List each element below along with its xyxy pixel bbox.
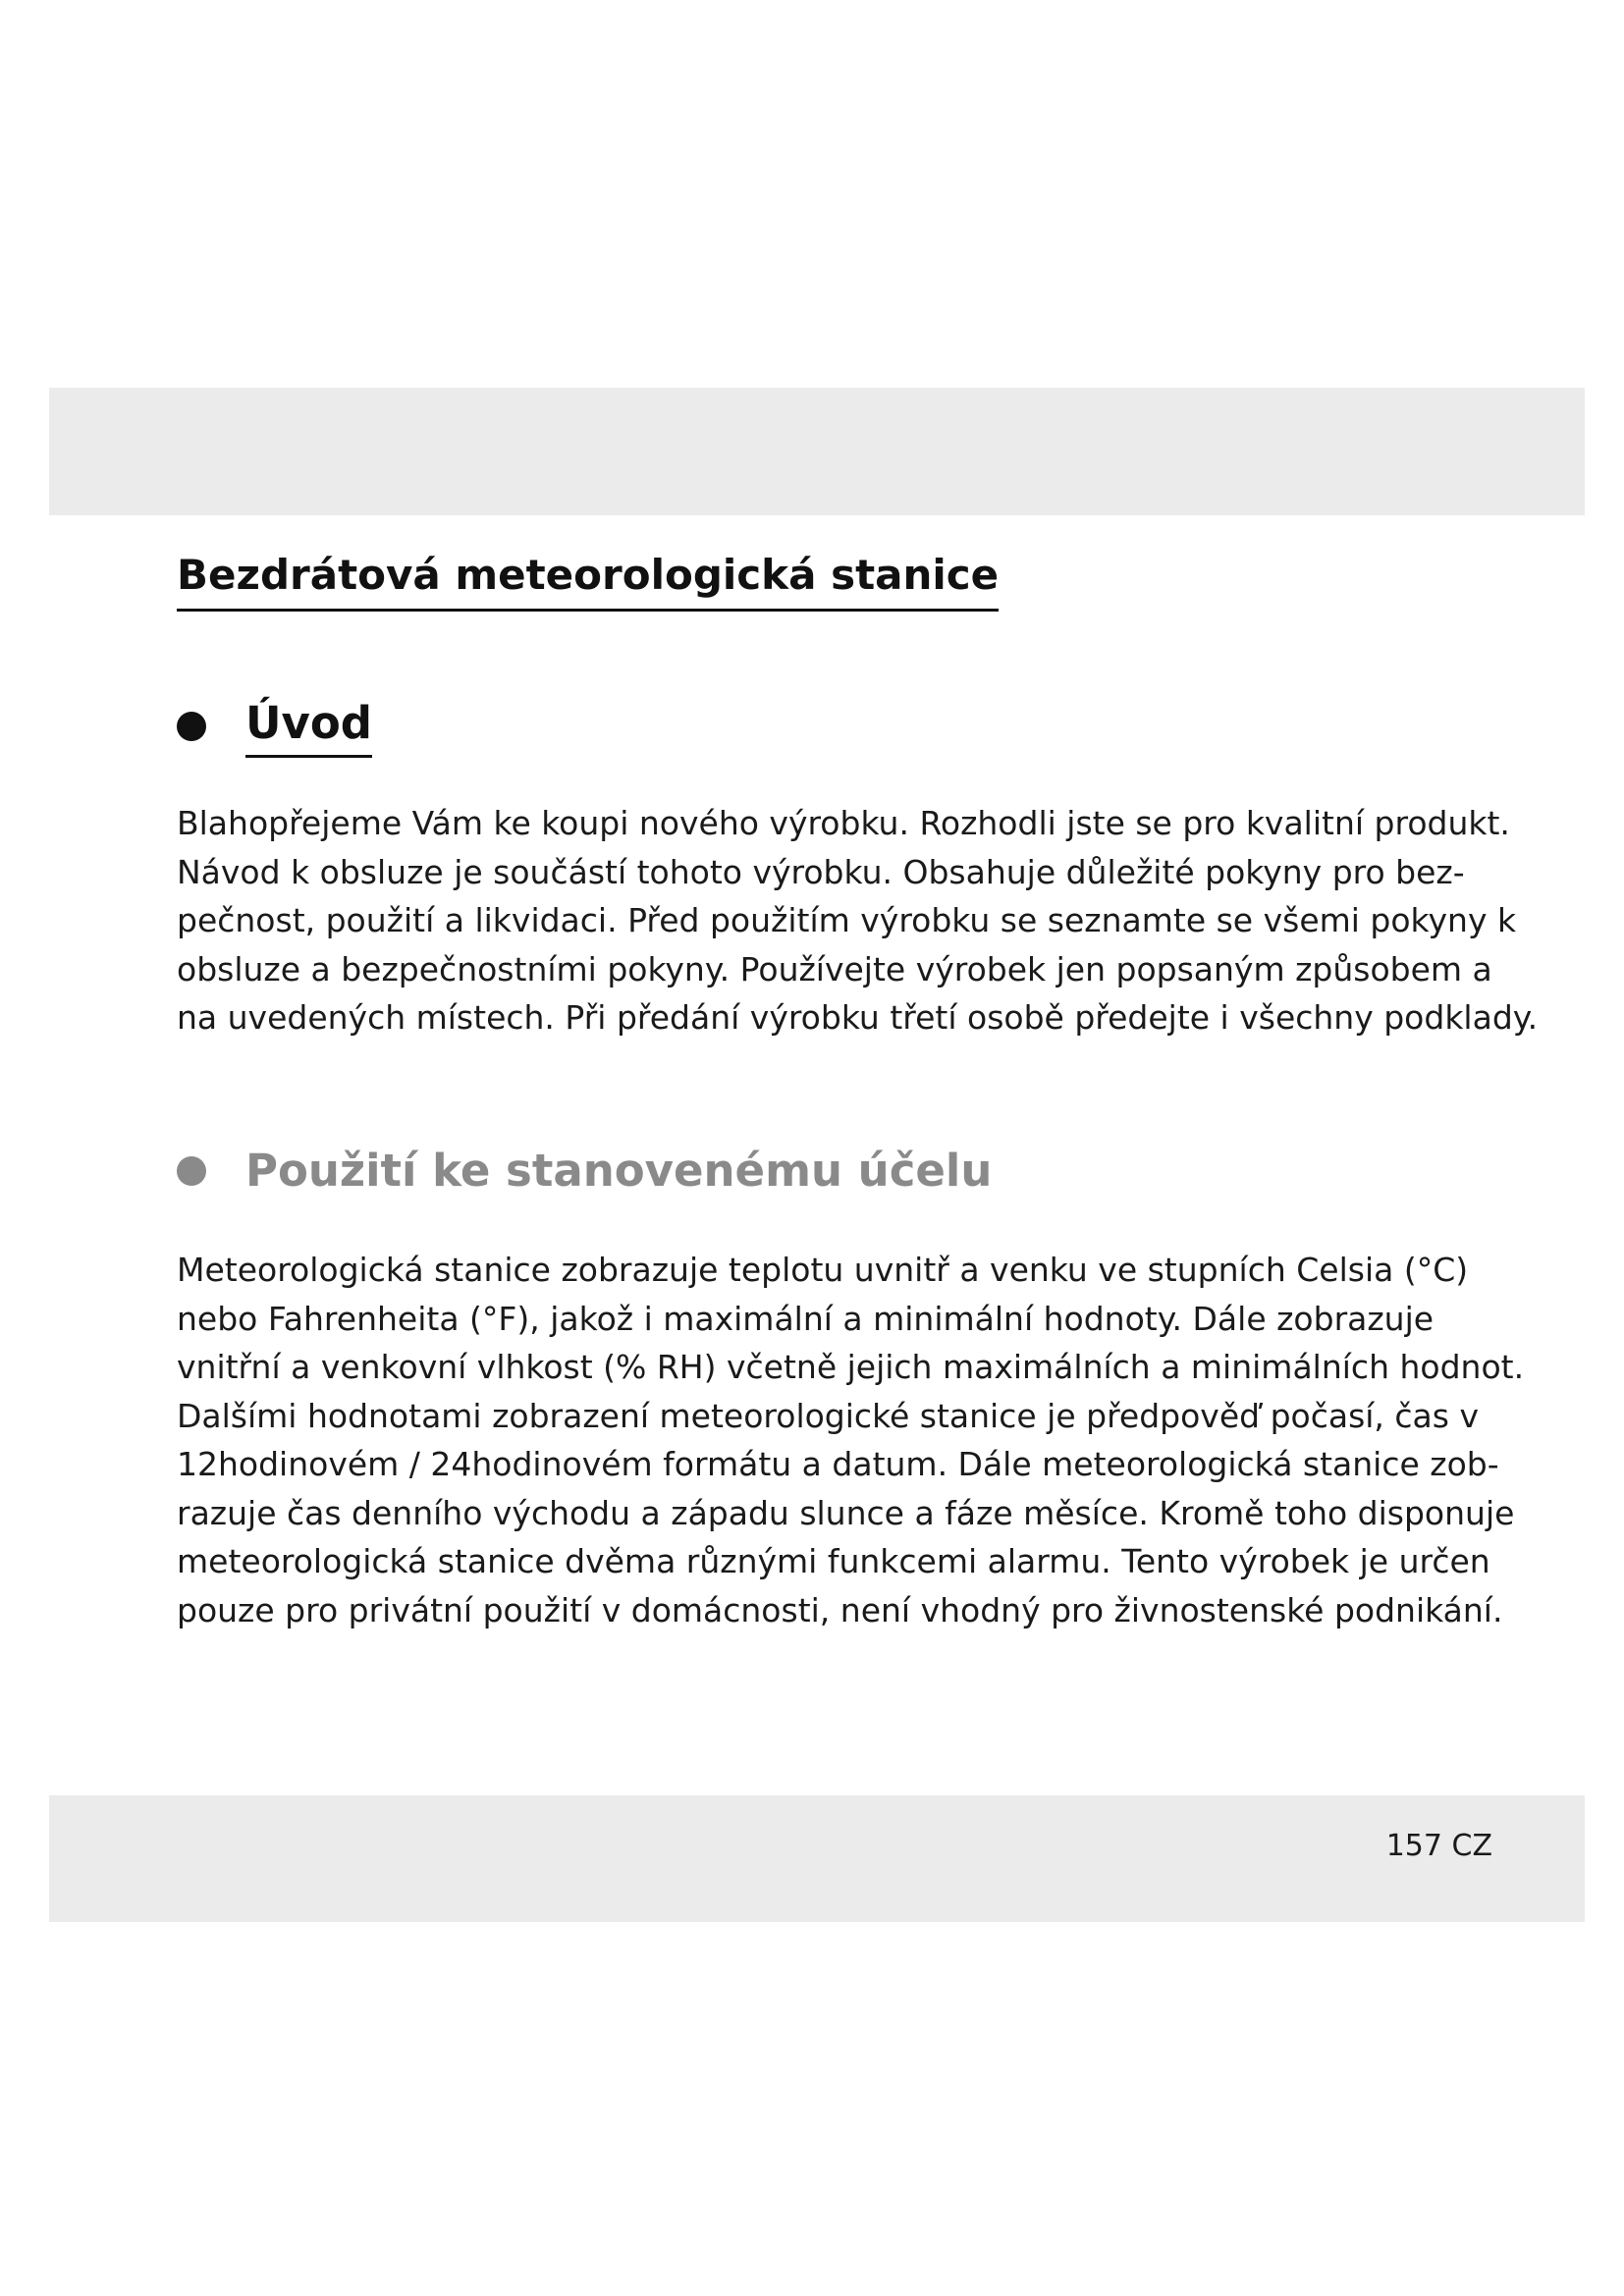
page-number: 157 CZ bbox=[1385, 1829, 1492, 1863]
header-band bbox=[49, 388, 1585, 515]
paragraph-line: pouze pro privátní použití v domácnosti, není vhodný pro živnostenské podnikání. bbox=[177, 1590, 1503, 1629]
bullet-icon bbox=[177, 1156, 206, 1186]
paragraph-line: Dalšími hodnotami zobrazení meteorologické stanice je předpověď počasí, čas v bbox=[177, 1396, 1479, 1435]
paragraph-line: vnitřní a venkovní vlhkost (% RH) včetně jejich maximálních a minimálních hodnot. bbox=[177, 1348, 1525, 1386]
bullet-icon bbox=[177, 712, 206, 741]
paragraph-line: meteorologická stanice dvěma různými funkcemi alarmu. Tento výrobek je určen bbox=[177, 1542, 1490, 1580]
paragraph-line: 12hodinovém / 24hodinovém formátu a datum. Dále meteorologická stanice zob- bbox=[177, 1445, 1499, 1483]
section-heading-intended-use bbox=[177, 1142, 992, 1201]
paragraph-line: Meteorologická stanice zobrazuje teplotu uvnitř a venku ve stupních Celsia (°C) bbox=[177, 1251, 1469, 1289]
section-heading-intro bbox=[177, 694, 372, 758]
footer-band bbox=[49, 1795, 1585, 1922]
paragraph-line: nebo Fahrenheita (°F), jakož i maximální a minimální hodnoty. Dále zobrazuje bbox=[177, 1299, 1435, 1338]
document-title: Bezdrátová meteorologická stanice bbox=[177, 546, 999, 612]
paragraph-line: na uvedených místech. Při předání výrobku třetí osobě předejte i všechny podklady. bbox=[177, 998, 1539, 1037]
paragraph-line: Návod k obsluze je součástí tohoto výrobku. Obsahuje důležité pokyny pro bez- bbox=[177, 852, 1465, 891]
paragraph-line: Blahopřejeme Vám ke koupi nového výrobku. Rozhodli jste se pro kvalitní produkt. bbox=[177, 804, 1510, 842]
section-heading-text: Použití ke stanovenému účelu bbox=[245, 1145, 993, 1197]
intro-paragraph bbox=[177, 799, 1539, 1042]
paragraph-line: obsluze a bezpečnostními pokyny. Používejte výrobek jen popsaným způsobem a bbox=[177, 949, 1492, 988]
paragraph-line: pečnost, použití a likvidaci. Před použitím výrobku se seznamte se všemi pokyny k bbox=[177, 901, 1517, 939]
intended-use-paragraph bbox=[177, 1246, 1525, 1634]
paragraph-line: razuje čas denního východu a západu slunce a fáze měsíce. Kromě toho disponuje bbox=[177, 1493, 1515, 1532]
section-heading-text: Úvod bbox=[245, 694, 372, 758]
